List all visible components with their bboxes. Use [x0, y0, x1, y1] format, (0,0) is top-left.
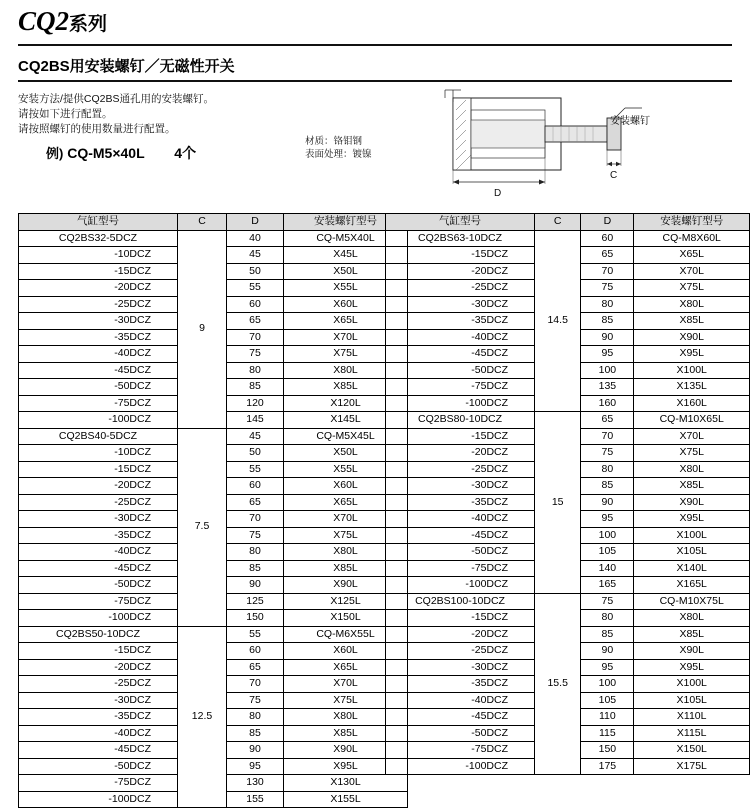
cell-model: -50DCZ [386, 362, 535, 379]
cell-d-value: 65 [581, 412, 634, 429]
cell-model: -20DCZ [19, 478, 178, 495]
cell-screw-model: CQ-M5X40L [284, 230, 408, 247]
cell-d-value: 85 [227, 725, 284, 742]
cell-d-value: 60 [227, 478, 284, 495]
cell-model: -30DCZ [19, 313, 178, 330]
cell-d-value: 75 [581, 280, 634, 297]
cell-screw-model: X105L [634, 544, 750, 561]
cell-screw-model: X65L [284, 659, 408, 676]
cell-model: -50DCZ [19, 379, 178, 396]
cell-d-value: 140 [581, 560, 634, 577]
cell-model: -15DCZ [19, 263, 178, 280]
cell-d-value: 165 [581, 577, 634, 594]
screw-callout-label: 安装螺钉 [610, 116, 650, 127]
cell-d-value: 115 [581, 725, 634, 742]
cell-d-value: 50 [227, 445, 284, 462]
cell-d-value: 60 [227, 643, 284, 660]
cell-screw-model: X70L [284, 329, 408, 346]
cell-screw-model: X80L [634, 610, 750, 627]
cell-model: -20DCZ [386, 263, 535, 280]
cell-screw-model: X95L [634, 511, 750, 528]
cell-d-value: 100 [581, 362, 634, 379]
cell-c-value: 9 [178, 230, 227, 428]
cell-d-value: 80 [581, 461, 634, 478]
cell-d-value: 55 [227, 280, 284, 297]
cell-d-value: 65 [581, 247, 634, 264]
cell-d-value: 100 [581, 527, 634, 544]
cell-model: -45DCZ [19, 362, 178, 379]
material-note-line-1: 材质：铬钼钢 [305, 136, 363, 147]
cell-screw-model: X140L [634, 560, 750, 577]
cell-screw-model: CQ-M6X55L [284, 626, 408, 643]
cell-screw-model: X70L [284, 676, 408, 693]
cell-model: -45DCZ [386, 346, 535, 363]
col-header-screw: 安装螺钉型号 [284, 214, 408, 231]
cell-model: -20DCZ [19, 280, 178, 297]
cell-model: -50DCZ [19, 577, 178, 594]
cell-screw-model: X155L [284, 791, 408, 808]
cell-model: -25DCZ [19, 296, 178, 313]
col-header-d: D [227, 214, 284, 231]
table-row [19, 230, 408, 247]
description-line-2: 请按如下进行配置。 [18, 108, 113, 120]
cell-screw-model: X85L [284, 560, 408, 577]
cell-screw-model: X60L [284, 643, 408, 660]
cell-d-value: 70 [227, 511, 284, 528]
cell-screw-model: X80L [284, 709, 408, 726]
cell-screw-model: X75L [284, 527, 408, 544]
cell-model: -50DCZ [386, 544, 535, 561]
cell-screw-model: X90L [284, 742, 408, 759]
table-header-row [19, 214, 408, 231]
cell-screw-model: X95L [634, 659, 750, 676]
cell-d-value: 85 [227, 379, 284, 396]
cell-model: -45DCZ [386, 527, 535, 544]
cell-model: -35DCZ [19, 329, 178, 346]
cell-screw-model: X65L [284, 494, 408, 511]
cell-model: -30DCZ [386, 659, 535, 676]
cell-d-value: 95 [227, 758, 284, 775]
cell-d-value: 40 [227, 230, 284, 247]
cell-model: -35DCZ [386, 494, 535, 511]
cell-model: -45DCZ [19, 742, 178, 759]
cell-c-value: 12.5 [178, 626, 227, 808]
cell-screw-model: X85L [284, 379, 408, 396]
cell-screw-model: X70L [284, 511, 408, 528]
cell-screw-model: X160L [634, 395, 750, 412]
cell-screw-model: X125L [284, 593, 408, 610]
description-line-3: 请按照螺钉的使用数量进行配置。 [18, 123, 176, 135]
cell-d-value: 155 [227, 791, 284, 808]
cell-c-value: 7.5 [178, 428, 227, 626]
cell-screw-model: X145L [284, 412, 408, 429]
cell-model: -100DCZ [19, 610, 178, 627]
cell-model: -15DCZ [386, 247, 535, 264]
cell-d-value: 90 [581, 329, 634, 346]
cell-screw-model: X165L [634, 577, 750, 594]
cell-model: -75DCZ [19, 775, 178, 792]
cell-screw-model: X55L [284, 280, 408, 297]
cell-model: -75DCZ [19, 593, 178, 610]
cell-model: -25DCZ [386, 461, 535, 478]
cell-model: -40DCZ [386, 692, 535, 709]
cell-d-value: 80 [581, 296, 634, 313]
cell-screw-model: X115L [634, 725, 750, 742]
cell-model: -100DCZ [19, 412, 178, 429]
title-divider [18, 44, 732, 46]
table-row [19, 428, 408, 445]
cell-d-value: 100 [581, 676, 634, 693]
cell-screw-model: X100L [634, 676, 750, 693]
cell-d-value: 110 [581, 709, 634, 726]
cell-d-value: 80 [227, 709, 284, 726]
cell-model-group: CQ2BS63-10DCZ [386, 230, 535, 247]
cell-model: -35DCZ [386, 313, 535, 330]
col-header-model: 气缸型号 [19, 214, 178, 231]
cell-screw-model: X65L [284, 313, 408, 330]
cell-model: -20DCZ [19, 659, 178, 676]
cell-d-value: 75 [227, 692, 284, 709]
cell-d-value: 85 [581, 313, 634, 330]
table-row [386, 230, 750, 247]
cell-d-value: 95 [581, 659, 634, 676]
cell-model-group: CQ2BS80-10DCZ [386, 412, 535, 429]
cell-model: -25DCZ [19, 676, 178, 693]
cell-d-value: 105 [581, 544, 634, 561]
cell-screw-model: CQ-M5X45L [284, 428, 408, 445]
cell-d-value: 95 [581, 511, 634, 528]
cell-screw-model: X85L [284, 725, 408, 742]
cell-d-value: 75 [227, 346, 284, 363]
cell-d-value: 45 [227, 428, 284, 445]
cell-d-value: 65 [227, 659, 284, 676]
description-block [18, 92, 348, 137]
cell-model: -35DCZ [19, 527, 178, 544]
description-line-1: 安装方法/提供CQ2BS通孔用的安装螺钉。 [18, 93, 215, 105]
series-code: CQ2 [18, 6, 70, 36]
svg-text:C: C [610, 170, 618, 181]
cell-model: -40DCZ [19, 346, 178, 363]
cell-model: -40DCZ [386, 511, 535, 528]
cell-model: -35DCZ [19, 709, 178, 726]
cell-d-value: 70 [227, 676, 284, 693]
cell-model: -75DCZ [386, 560, 535, 577]
cell-d-value: 60 [227, 296, 284, 313]
svg-text:D: D [494, 188, 502, 199]
cell-model: -100DCZ [19, 791, 178, 808]
cell-model: -15DCZ [386, 610, 535, 627]
table-row [386, 593, 750, 610]
cell-d-value: 90 [227, 742, 284, 759]
cell-model: -30DCZ [386, 478, 535, 495]
screw-figure-svg [420, 84, 730, 200]
cell-model: -30DCZ [386, 296, 535, 313]
cell-screw-model: X85L [634, 626, 750, 643]
cell-model: -100DCZ [386, 577, 535, 594]
cell-d-value: 85 [227, 560, 284, 577]
cell-screw-model: X80L [284, 544, 408, 561]
cell-screw-model: X45L [284, 247, 408, 264]
cell-d-value: 80 [581, 610, 634, 627]
cell-d-value: 175 [581, 758, 634, 775]
cell-screw-model: X60L [284, 478, 408, 495]
cell-screw-model: X135L [634, 379, 750, 396]
cell-model: -25DCZ [386, 643, 535, 660]
cell-screw-model: X70L [634, 428, 750, 445]
cell-model: -10DCZ [19, 445, 178, 462]
section-title: CQ2BS用安装螺钉／无磁性开关 [18, 58, 235, 75]
screw-figure [420, 84, 730, 200]
cell-model-group: CQ2BS32-5DCZ [19, 230, 178, 247]
cell-d-value: 55 [227, 626, 284, 643]
cell-d-value: 45 [227, 247, 284, 264]
cell-screw-model: X75L [634, 280, 750, 297]
material-note [305, 135, 372, 161]
cell-model: -15DCZ [19, 643, 178, 660]
cell-model: -30DCZ [19, 511, 178, 528]
cell-d-value: 105 [581, 692, 634, 709]
cell-d-value: 65 [227, 313, 284, 330]
cell-d-value: 150 [227, 610, 284, 627]
cell-c-value: 15.5 [535, 593, 581, 775]
cell-d-value: 135 [581, 379, 634, 396]
cell-screw-model: X90L [634, 329, 750, 346]
cell-d-value: 130 [227, 775, 284, 792]
cell-d-value: 55 [227, 461, 284, 478]
cell-d-value: 160 [581, 395, 634, 412]
cell-d-value: 80 [227, 544, 284, 561]
cell-d-value: 50 [227, 263, 284, 280]
cell-d-value: 65 [227, 494, 284, 511]
cell-model: -25DCZ [19, 494, 178, 511]
table-header-row [386, 214, 750, 231]
cell-model: -75DCZ [19, 395, 178, 412]
cell-screw-model: X105L [634, 692, 750, 709]
table-row [19, 626, 408, 643]
cell-screw-model: X75L [284, 692, 408, 709]
cell-d-value: 75 [581, 445, 634, 462]
cell-screw-model: X120L [284, 395, 408, 412]
page-title [18, 6, 107, 37]
col-header-model: 气缸型号 [386, 214, 535, 231]
cell-screw-model: X175L [634, 758, 750, 775]
cell-screw-model: X55L [284, 461, 408, 478]
col-header-c: C [535, 214, 581, 231]
cell-screw-model: CQ-M8X60L [634, 230, 750, 247]
cell-model: -30DCZ [19, 692, 178, 709]
cell-d-value: 120 [227, 395, 284, 412]
example-value: CQ-M5×40L [67, 145, 145, 161]
cell-model: -50DCZ [386, 725, 535, 742]
cell-d-value: 95 [581, 346, 634, 363]
cell-d-value: 80 [227, 362, 284, 379]
cell-screw-model: X150L [634, 742, 750, 759]
example-line [46, 143, 196, 163]
example-label: 例) [46, 146, 64, 161]
cell-model-group: CQ2BS40-5DCZ [19, 428, 178, 445]
col-header-screw: 安装螺钉型号 [634, 214, 750, 231]
cell-d-value: 125 [227, 593, 284, 610]
cell-d-value: 70 [581, 428, 634, 445]
cell-screw-model: X130L [284, 775, 408, 792]
cell-screw-model: X90L [284, 577, 408, 594]
cell-model: -15DCZ [386, 428, 535, 445]
cell-model: -40DCZ [386, 329, 535, 346]
cell-screw-model: X85L [634, 313, 750, 330]
cell-screw-model: X150L [284, 610, 408, 627]
cell-screw-model: X85L [634, 478, 750, 495]
cell-d-value: 75 [227, 527, 284, 544]
cell-model: -100DCZ [386, 758, 535, 775]
cell-model: -20DCZ [386, 626, 535, 643]
cell-screw-model: X75L [284, 346, 408, 363]
cell-d-value: 145 [227, 412, 284, 429]
cell-screw-model: X95L [284, 758, 408, 775]
cell-screw-model: CQ-M10X75L [634, 593, 750, 610]
spec-table-left [18, 213, 408, 808]
cell-d-value: 75 [581, 593, 634, 610]
spec-table-right [385, 213, 750, 775]
cell-d-value: 85 [581, 626, 634, 643]
cell-screw-model: X100L [634, 362, 750, 379]
cell-model: -15DCZ [19, 461, 178, 478]
cell-screw-model: X110L [634, 709, 750, 726]
cell-model: -45DCZ [386, 709, 535, 726]
section-divider [18, 80, 732, 82]
cell-c-value: 14.5 [535, 230, 581, 412]
cell-model: -75DCZ [386, 742, 535, 759]
cell-screw-model: X80L [634, 461, 750, 478]
cell-screw-model: X50L [284, 263, 408, 280]
cell-screw-model: X75L [634, 445, 750, 462]
cell-model: -40DCZ [19, 544, 178, 561]
cell-d-value: 70 [581, 263, 634, 280]
cell-screw-model: X50L [284, 445, 408, 462]
cell-model: -20DCZ [386, 445, 535, 462]
cell-screw-model: X80L [634, 296, 750, 313]
series-suffix: 系列 [69, 14, 108, 35]
cell-d-value: 60 [581, 230, 634, 247]
cell-screw-model: X100L [634, 527, 750, 544]
cell-model-group: CQ2BS50-10DCZ [19, 626, 178, 643]
cell-d-value: 70 [227, 329, 284, 346]
col-header-c: C [178, 214, 227, 231]
example-quantity: 4个 [174, 145, 197, 161]
cell-screw-model: X65L [634, 247, 750, 264]
cell-model: -75DCZ [386, 379, 535, 396]
cell-model-group: CQ2BS100-10DCZ [386, 593, 535, 610]
cell-d-value: 150 [581, 742, 634, 759]
cell-model: -45DCZ [19, 560, 178, 577]
cell-c-value: 15 [535, 412, 581, 594]
cell-screw-model: X90L [634, 643, 750, 660]
col-header-d: D [581, 214, 634, 231]
cell-screw-model: X60L [284, 296, 408, 313]
cell-model: -40DCZ [19, 725, 178, 742]
cell-d-value: 85 [581, 478, 634, 495]
cell-d-value: 90 [581, 643, 634, 660]
cell-screw-model: X90L [634, 494, 750, 511]
cell-screw-model: X80L [284, 362, 408, 379]
material-note-line-2: 表面处理：镀镍 [305, 149, 372, 160]
cell-screw-model: X70L [634, 263, 750, 280]
cell-model: -10DCZ [19, 247, 178, 264]
cell-model: -35DCZ [386, 676, 535, 693]
table-row [386, 412, 750, 429]
cell-d-value: 90 [581, 494, 634, 511]
cell-model: -25DCZ [386, 280, 535, 297]
cell-screw-model: CQ-M10X65L [634, 412, 750, 429]
cell-model: -50DCZ [19, 758, 178, 775]
cell-d-value: 90 [227, 577, 284, 594]
cell-screw-model: X95L [634, 346, 750, 363]
cell-model: -100DCZ [386, 395, 535, 412]
